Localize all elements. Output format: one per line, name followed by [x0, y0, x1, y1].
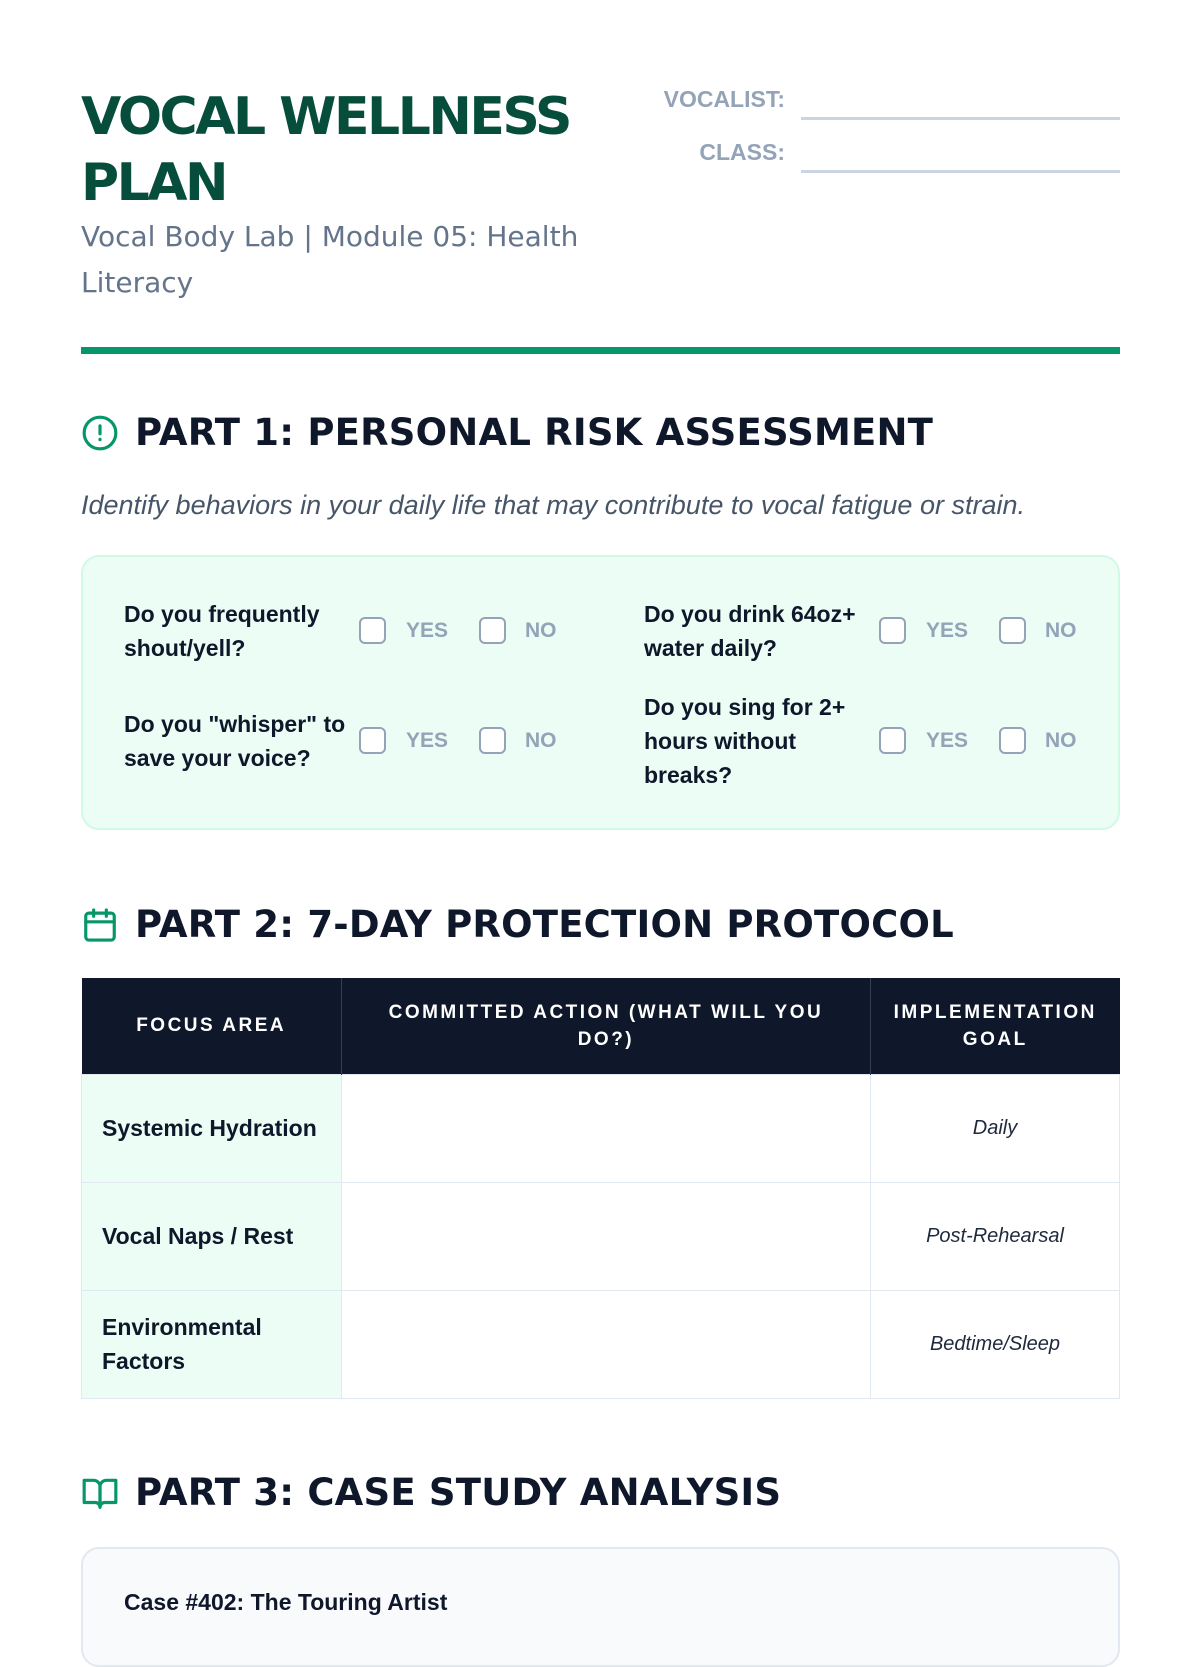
part1-intro: Identify behaviors in your daily life that may contribute to vocal fatigue or strain.	[81, 490, 1025, 520]
class-field[interactable]	[801, 153, 1120, 173]
case-study-title: Case #402: The Touring Artist	[124, 1589, 448, 1615]
no-checkbox[interactable]	[479, 617, 506, 644]
question-text: Do you frequently shout/yell?	[124, 601, 320, 661]
alert-circle-icon	[81, 414, 119, 452]
vocalist-row	[661, 80, 1120, 120]
implementation-goal-cell: Daily	[870, 1074, 1119, 1182]
table-row	[82, 1074, 1120, 1182]
column-header-goal: IMPLEMENTATION GOAL	[870, 978, 1119, 1074]
yes-label: YES	[406, 729, 449, 752]
yes-checkbox[interactable]	[359, 727, 386, 754]
table-row	[82, 1290, 1120, 1398]
table-header-row	[82, 978, 1120, 1074]
class-row	[661, 133, 1120, 173]
risk-assessment-box	[81, 555, 1120, 830]
calendar-icon	[81, 906, 119, 944]
question-text: Do you "whisper" to save your voice?	[124, 711, 346, 771]
focus-area-cell: Environmental Factors	[82, 1290, 342, 1398]
committed-action-cell[interactable]	[341, 1182, 870, 1290]
part1-heading: PART 1: PERSONAL RISK ASSESSMENT	[135, 411, 934, 454]
page-title	[81, 84, 661, 216]
vocalist-label: VOCALIST:	[663, 86, 785, 112]
committed-action-cell[interactable]	[341, 1290, 870, 1398]
part2-heading: PART 2: 7-DAY PROTECTION PROTOCOL	[135, 903, 954, 946]
no-label: NO	[525, 619, 557, 642]
yes-checkbox[interactable]	[359, 617, 386, 644]
worksheet-page	[81, 0, 1120, 1615]
no-checkbox[interactable]	[999, 617, 1026, 644]
no-label: NO	[1045, 729, 1077, 752]
worksheet-header	[81, 0, 1120, 355]
yes-label: YES	[406, 619, 449, 642]
no-label: NO	[525, 729, 557, 752]
book-open-icon	[81, 1474, 119, 1512]
part3-heading: PART 3: CASE STUDY ANALYSIS	[135, 1471, 782, 1514]
no-checkbox[interactable]	[479, 727, 506, 754]
yes-label: YES	[926, 619, 969, 642]
class-label: CLASS:	[699, 139, 785, 165]
yes-checkbox[interactable]	[879, 727, 906, 754]
title-line-1: VOCAL WELLNESS	[81, 87, 570, 147]
title-line-2: PLAN	[81, 153, 227, 213]
vocalist-field[interactable]	[801, 100, 1120, 120]
no-label: NO	[1045, 619, 1077, 642]
table-row	[82, 1182, 1120, 1290]
part2-heading-row	[81, 900, 1120, 950]
part3-heading-row	[81, 1468, 1120, 1518]
header-divider	[81, 347, 1120, 354]
committed-action-cell[interactable]	[341, 1074, 870, 1182]
no-checkbox[interactable]	[999, 727, 1026, 754]
column-header-focus: FOCUS AREA	[82, 978, 342, 1074]
question-text: Do you drink 64oz+ water daily?	[644, 601, 856, 661]
implementation-goal-cell: Post-Rehearsal	[870, 1182, 1119, 1290]
yes-label: YES	[926, 729, 969, 752]
column-header-action: COMMITTED ACTION (WHAT WILL YOU DO?)	[341, 978, 870, 1074]
implementation-goal-cell: Bedtime/Sleep	[870, 1290, 1119, 1398]
page-subtitle: Vocal Body Lab | Module 05: Health Literacy	[81, 220, 579, 299]
protection-protocol-table	[81, 978, 1120, 1399]
question-text: Do you sing for 2+ hours without breaks?	[644, 694, 846, 788]
yes-checkbox[interactable]	[879, 617, 906, 644]
part1-heading-row	[81, 408, 1120, 458]
focus-area-cell: Systemic Hydration	[82, 1074, 342, 1182]
case-study-box	[81, 1547, 1120, 1667]
focus-area-cell: Vocal Naps / Rest	[82, 1182, 342, 1290]
